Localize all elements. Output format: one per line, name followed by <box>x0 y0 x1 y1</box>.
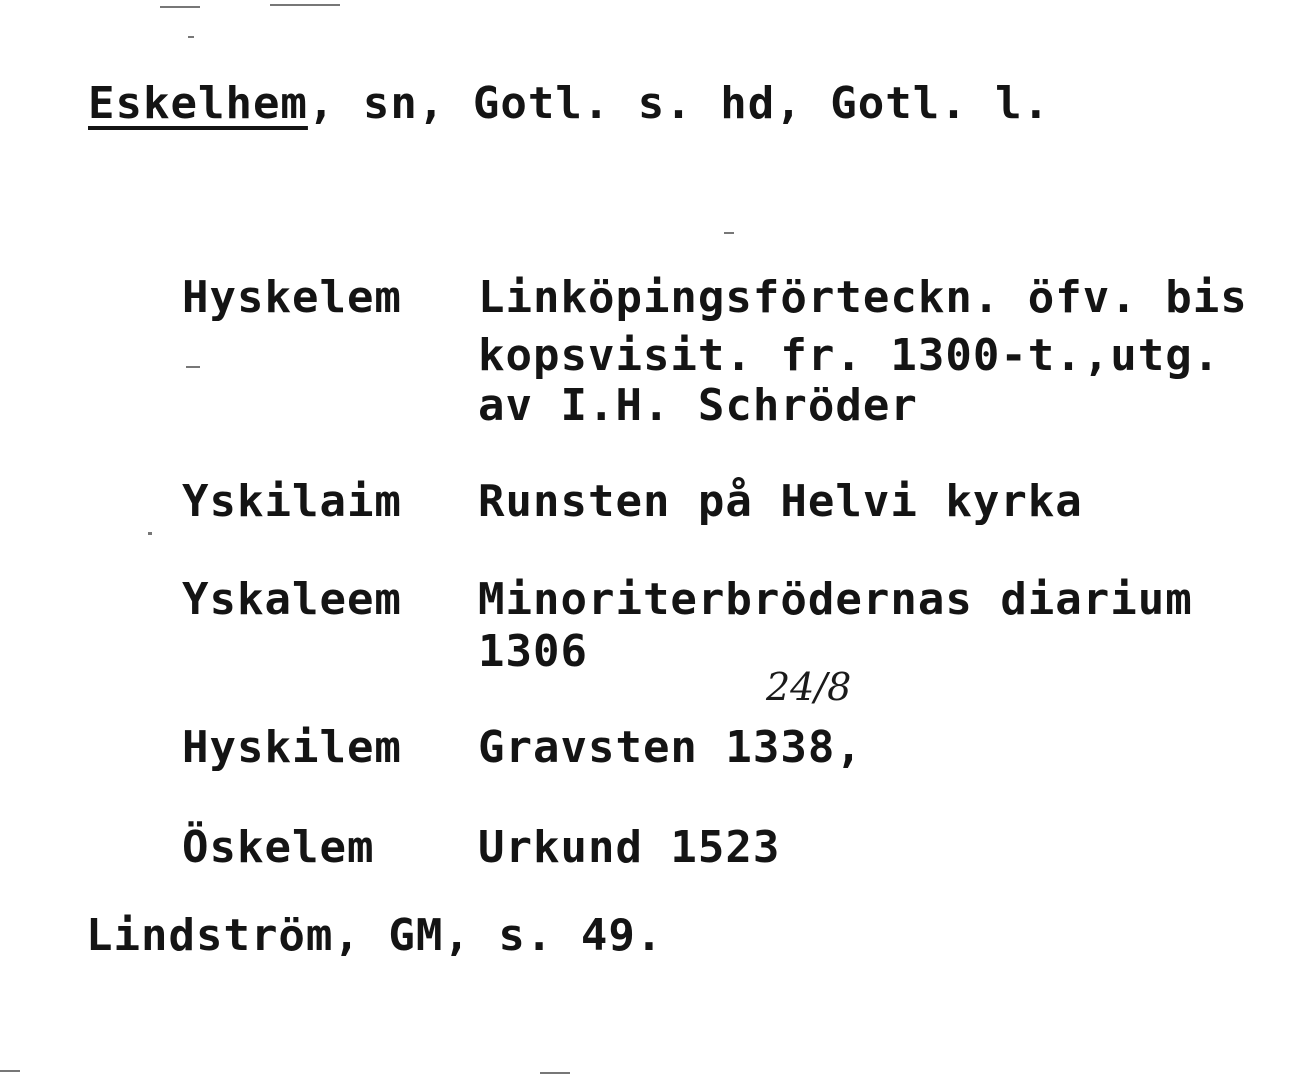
scan-speck <box>270 4 340 6</box>
entry-form-5: Öskelem <box>182 822 375 873</box>
scan-speck <box>186 366 200 368</box>
entry-source-1-line-1: Linköpingsförteckn. öfv. bis <box>478 272 1248 323</box>
card-heading <box>88 78 1051 129</box>
place-details: , sn, Gotl. s. hd, Gotl. l. <box>307 78 1051 129</box>
entry-source-1-line-3: av I.H. Schröder <box>478 380 918 431</box>
scan-speck <box>0 1070 20 1072</box>
scan-speck <box>540 1072 570 1074</box>
entry-source-2-line-1: Runsten på Helvi kyrka <box>478 476 1083 527</box>
entry-source-3-line-1: Minoriterbrödernas diarium <box>478 574 1193 625</box>
entry-form-4: Hyskilem <box>182 722 402 773</box>
scan-speck <box>724 232 734 234</box>
entry-source-5-line-1: Urkund 1523 <box>478 822 781 873</box>
entry-form-2: Yskilaim <box>182 476 402 527</box>
reference-line: Lindström, GM, s. 49. <box>86 910 664 961</box>
handwritten-date-note: 24/8 <box>766 665 852 709</box>
scan-speck <box>148 532 152 535</box>
entry-source-4-line-1: Gravsten 1338, <box>478 722 863 773</box>
scan-speck <box>160 6 200 8</box>
entry-source-3-line-2: 1306 <box>478 626 588 677</box>
entry-form-3: Yskaleem <box>182 574 402 625</box>
place-name: Eskelhem <box>88 78 308 129</box>
scan-speck <box>188 36 194 38</box>
entry-form-1: Hyskelem <box>182 272 402 323</box>
entry-source-1-line-2: kopsvisit. fr. 1300-t.,utg. <box>478 330 1221 381</box>
